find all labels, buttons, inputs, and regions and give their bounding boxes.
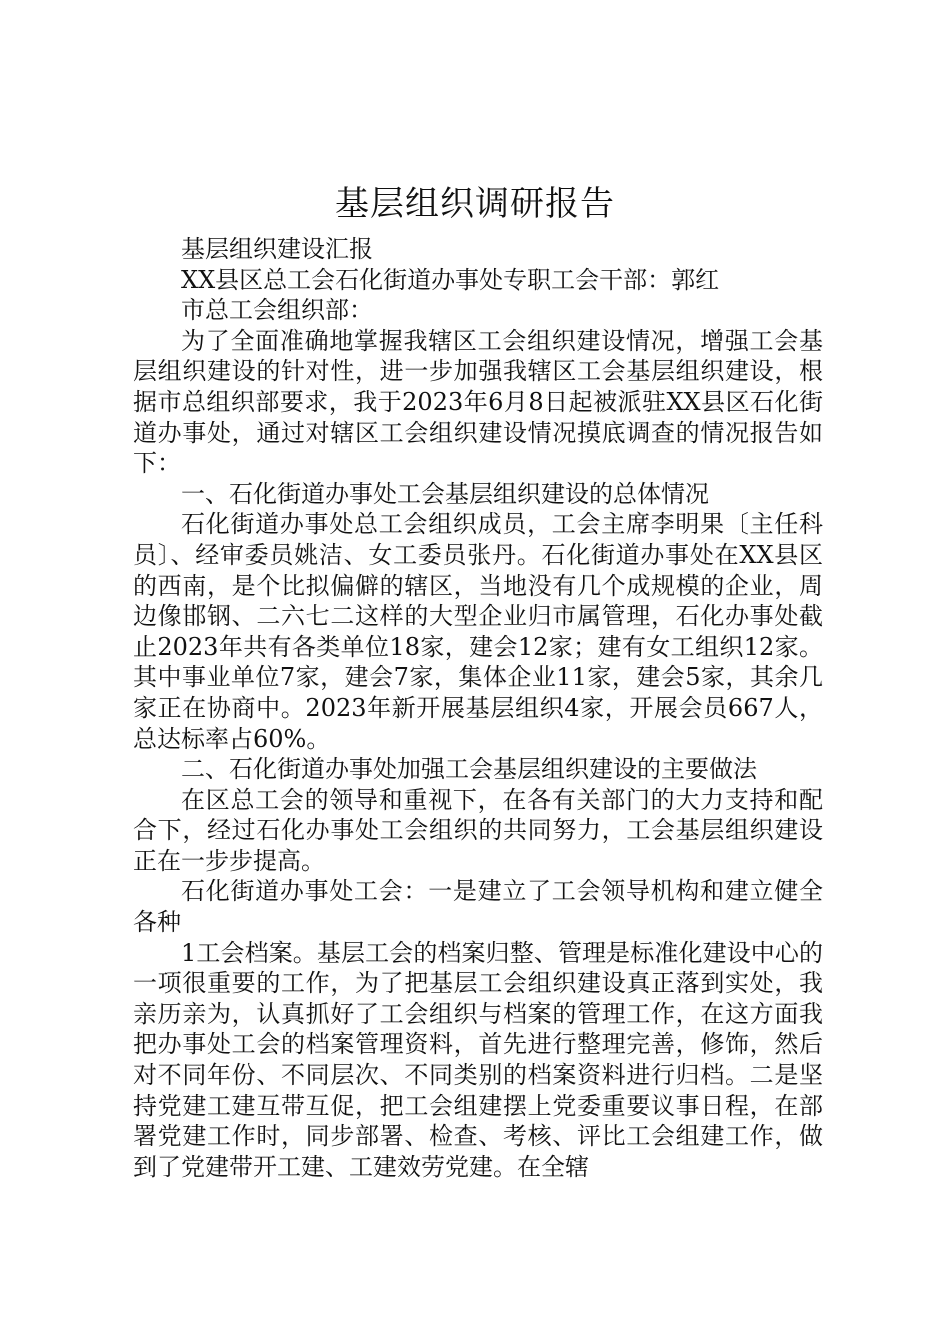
paragraph-intro: 为了全面准确地掌握我辖区工会组织建设情况，增强工会基层组织建设的针对性，进一步加强我辖区工会基层组织建设，根据市总组织部要求，我于2023年6月8日起被派驻XX县区石化街道办事处，通过对辖区工会组织建设情况摸底调查的情况报告如下： bbox=[133, 326, 823, 478]
section-heading-1: 一、石化街道办事处工会基层组织建设的总体情况 bbox=[181, 479, 709, 508]
paragraph-overview: 石化街道办事处总工会组织成员，工会主席李明果〔主任科员〕、经审委员姚洁、女工委员张丹。石化街道办事处在XX县区的西南，是个比拟偏僻的辖区，当地没有几个成规模的企业，周边像邯钢、二六七二这样的大型企业归市属管理，石化办事处截止2023年共有各类单位18家，建会12家；建有女工组织12家。其中事业单位7家，建会7家，集体企业11家，建会5家，其余几家正在协商中。2023年新开展基层组织4家，开展会员667人，总达标率占60%。 bbox=[133, 510, 823, 753]
paragraph-subtitle: 基层组织建设汇报 bbox=[181, 235, 373, 263]
paragraph-practice: 在区总工会的领导和重视下，在各有关部门的大力支持和配合下，经过石化办事处工会组织的共同努力，工会基层组织建设正在一步步提高。 bbox=[133, 785, 823, 875]
document-body bbox=[133, 234, 823, 1182]
document-title: 基层组织调研报告 bbox=[335, 184, 615, 224]
paragraph-union-work: 石化街道办事处工会：一是建立了工会领导机构和建立健全各种 bbox=[133, 877, 823, 937]
paragraph-archives: 1工会档案。基层工会的档案归整、管理是标准化建设中心的一项很重要的工作，为了把基层工会组织建设真正落到实处，我亲历亲为，认真抓好了工会组织与档案的管理工作，在这方面我把办事处工会的档案管理资料，首先进行整理完善，修饰，然后对不同年份、不同层次、不同类别的档案资料进行归档。二是坚持党建工建互带互促，把工会组建摆上党委重要议事日程，在部署党建工作时，同步部署、检查、考核、评比工会组建工作，做到了党建带开工建、工建效劳党建。在全辖 bbox=[133, 938, 823, 1181]
section-heading-2: 二、石化街道办事处加强工会基层组织建设的主要做法 bbox=[181, 755, 757, 784]
paragraph-recipient: 市总工会组织部： bbox=[181, 296, 373, 325]
paragraph-author: XX县区总工会石化街道办事处专职工会干部：郭红 bbox=[181, 265, 720, 294]
